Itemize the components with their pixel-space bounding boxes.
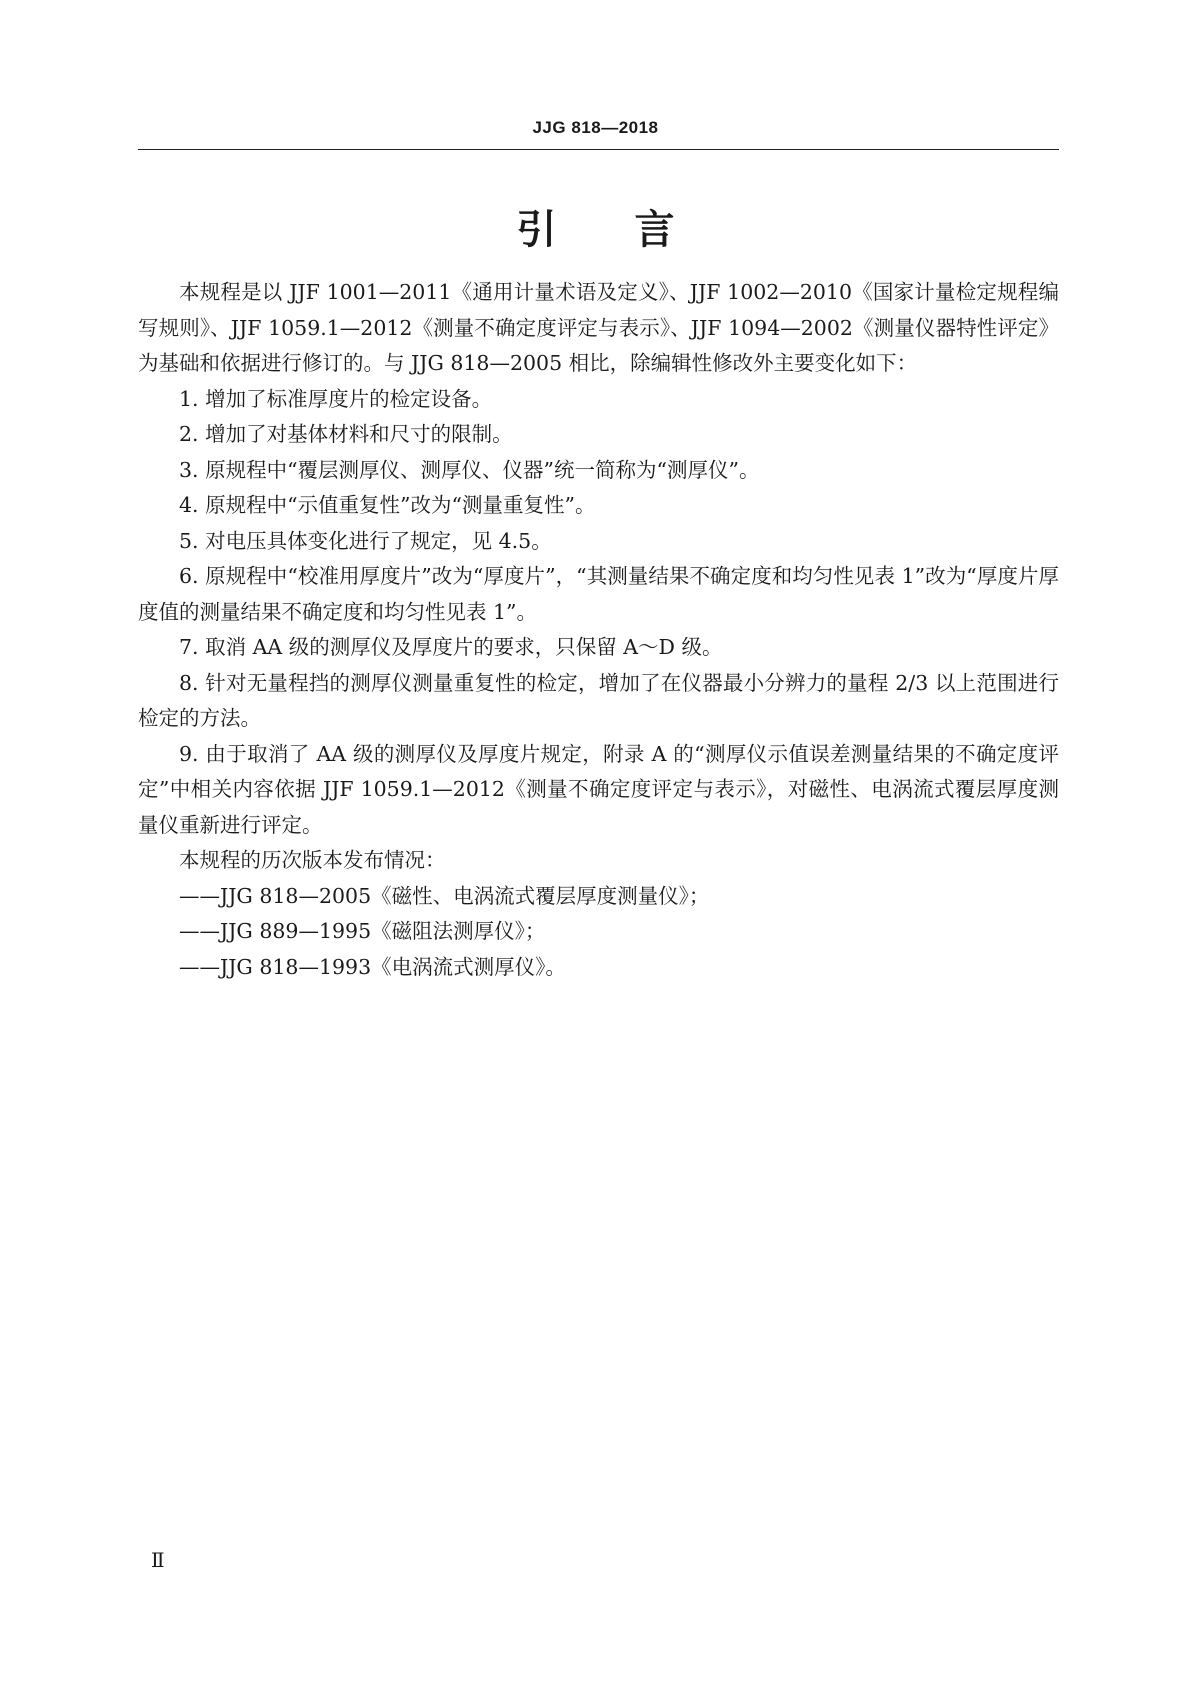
document-code: JJG 818—2018 — [532, 118, 659, 137]
history-item: ——JJG 818—2005《磁性、电涡流式覆层厚度测量仪》； — [179, 883, 710, 908]
change-item: 7. 取消 AA 级的测厚仪及厚度片的要求，只保留 A～D 级。 — [179, 635, 723, 659]
change-item: 6. 原规程中“校准用厚度片”改为“厚度片”，“其测量结果不确定度和均匀性见表 1”改为“厚度片厚度值的测量结果不确定度和均匀性见表 1”。 — [138, 564, 1059, 624]
change-item: 1. 增加了标准厚度片的检定设备。 — [179, 386, 493, 411]
intro-paragraph: 本规程是以 JJF 1001—2011《通用计量术语及定义》、JJF 1002—2010《国家计量检定规程编写规则》、JJF 1059.1—2012《测量不确定度评定与表示》、JJF 1094—2002《测量仪器特性评定》为基础和依据进行修订的。与 JJG 818—2005 相比，除编辑性修改外主要变化如下： — [138, 280, 1059, 375]
header-rule — [138, 149, 1059, 150]
history-heading: 本规程的历次版本发布情况： — [179, 848, 446, 872]
history-item: ——JJG 818—1993《电涡流式测厚仪》。 — [179, 954, 566, 979]
history-item: ——JJG 889—1995《磁阻法测厚仪》； — [179, 919, 546, 943]
change-item: 9. 由于取消了 AA 级的测厚仪及厚度片规定，附录 A 的“测厚仪示值误差测量结果的不确定度评定”中相关内容依据 JJF 1059.1—2012《测量不确定度评定与表示》，对磁性、电涡流式覆层厚度测量仪重新进行评定。 — [138, 741, 1059, 837]
change-item: 3. 原规程中“覆层测厚仪、测厚仪、仪器”统一简称为“测厚仪”。 — [179, 457, 760, 482]
change-item: 4. 原规程中“示值重复性”改为“测量重复性”。 — [179, 493, 596, 517]
page-number: Ⅱ — [151, 1548, 165, 1572]
change-item: 5. 对电压具体变化进行了规定，见 4.5。 — [179, 528, 552, 553]
change-item: 8. 针对无量程挡的测厚仪测量重复性的检定，增加了在仪器最小分辨力的量程 2/3 以上范围进行检定的方法。 — [138, 670, 1059, 730]
change-item: 2. 增加了对基体材料和尺寸的限制。 — [179, 422, 513, 446]
page-title: 引言 — [516, 207, 753, 253]
body-text — [138, 275, 1059, 985]
